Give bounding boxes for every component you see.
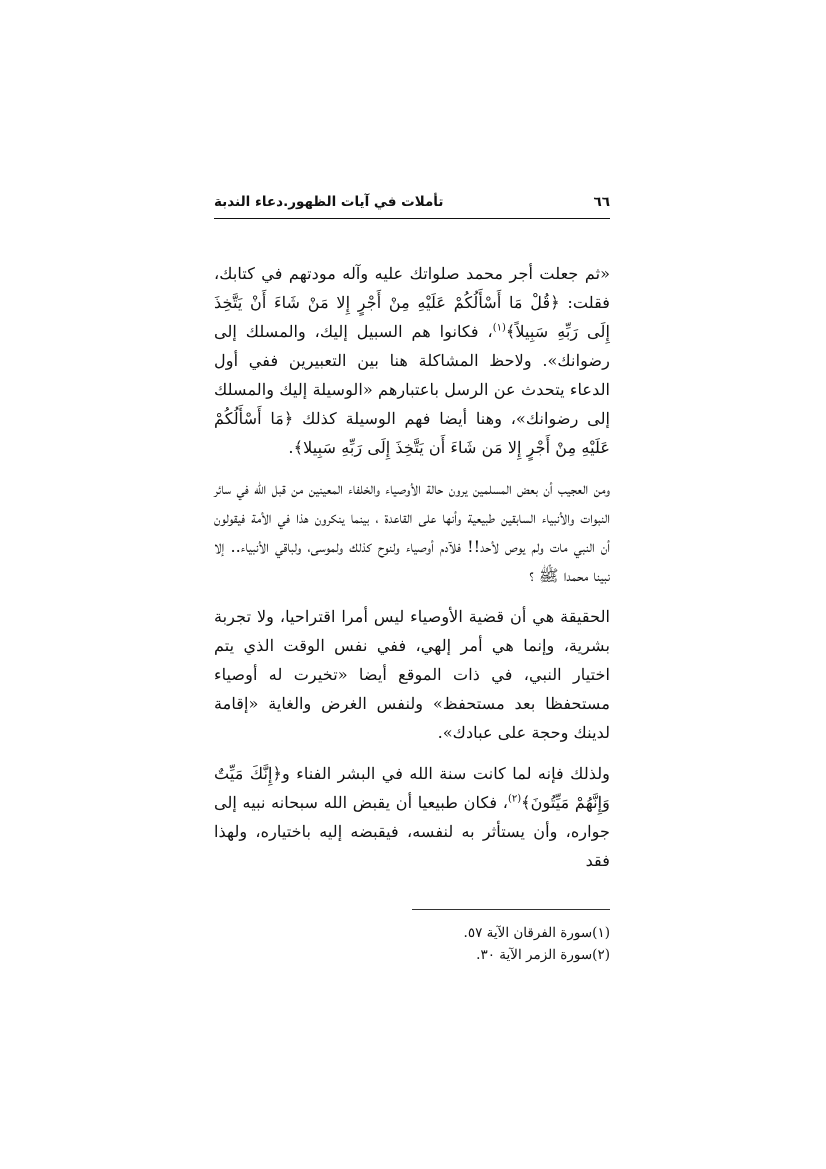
quran-verse-3: ﴿إِنَّكَ مَيِّتٌ وَإِنَّهُمْ مَيِّتُونَ﴾	[214, 764, 610, 812]
book-title: تأملات في آيات الظهور.دعاء الندبة	[214, 194, 444, 210]
paragraph-1	[214, 259, 610, 462]
paragraph-1-text-b: ، فكانوا هم السبيل إليك، والمسلك إلى رضوانك». ولاحظ المشاكلة هنا بين التعبيرين ففي أول الدعاء يتحدث عن الرسل باعتبارهم «الوسيلة إليك والمسلك إلى رضوانك»، وهنا أيضا فهم الوسيلة كذلك	[214, 322, 611, 428]
paragraph-1-end: .	[288, 438, 294, 457]
footnote-ref-1: (١)	[492, 322, 506, 334]
paragraph-3: الحقيقة هي أن قضية الأوصياء ليس أمرا اقتراحيا، ولا تجربة بشرية، وإنما هي أمر إلهي، ففي نفس الوقت الذي يتم اختيار النبي، في ذات الموقع أيضا «تخيرت له أوصياء مستحفظا بعد مستحفظ» ولنفس الغرض والغاية «إقامة لدينك وحجة على عبادك».	[214, 607, 610, 742]
footnote-1: (١)سورة الفرقان الآية ٥٧.	[463, 925, 610, 941]
running-header	[214, 190, 610, 214]
main-text	[214, 259, 610, 875]
paragraph-4-text-a: ولذلك فإنه لما كانت سنة الله في البشر الفناء و	[282, 764, 610, 783]
header-divider	[214, 218, 610, 219]
paragraph-2: ومن العجيب أن بعض المسلمين يرون حالة الأوصياء والخلفاء المعينين من قبل الله في سائر النبوات والأنبياء السابقين طبيعية وأنها على القاعدة ، بينما ينكرون هذا في الأمة فيقولون أن النبي مات ولم يوص لأحد!! فلآدم أوصياء ولنوح كذلك ولموسى، ولباقي الأنبياء.. إلا نبينا محمدا ﷺ ؟	[214, 479, 610, 585]
footnotes	[214, 922, 610, 966]
paragraph-4	[214, 759, 610, 875]
footnote-divider	[412, 909, 610, 910]
paragraph-1-text-a: «ثم جعلت أجر محمد صلواتك عليه وآله مودتهم في كتابك، فقلت:	[214, 264, 610, 312]
page-number: ٦٦	[593, 194, 610, 210]
book-page	[214, 190, 610, 966]
footnote-2: (٢)سورة الزمر الآية ٣٠.	[476, 947, 610, 963]
quran-verse-1: ﴿قُلْ مَا أَسْأَلُكُمْ عَلَيْهِ مِنْ أَجْرٍ إِلا مَنْ شَاءَ أَنْ يَتَّخِذَ إِلَى رَبِّهِ سَبِيلاً﴾	[214, 293, 610, 341]
footnote-ref-2: (٢)	[507, 793, 522, 805]
paragraph-4-text-b: ، فكان طبيعيا أن يقبض الله سبحانه نبيه إلى جواره، وأن يستأثر به لنفسه، فيقبضه إليه باختياره، ولهذا فقد	[214, 793, 610, 870]
quran-verse-2: ﴿مَا أَسْأَلُكُمْ عَلَيْهِ مِنْ أَجْرٍ إِلا مَن شَاءَ أَن يَتَّخِذَ إِلَى رَبِّهِ سَبِيلا﴾	[214, 409, 610, 457]
